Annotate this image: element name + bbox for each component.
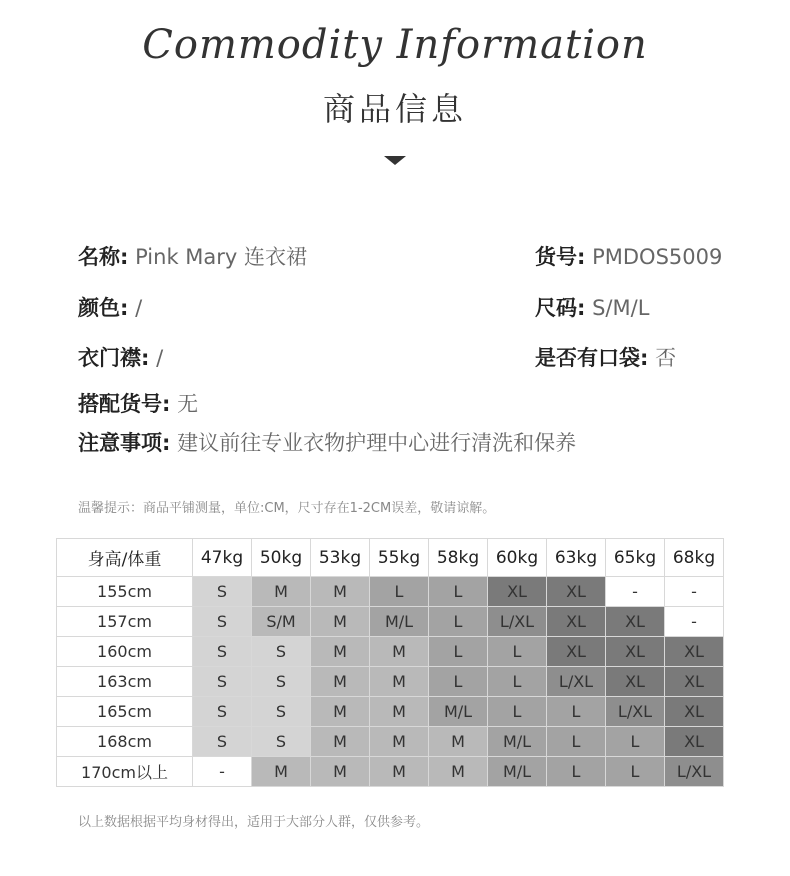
size-cell: L [606, 727, 665, 757]
info-size [535, 292, 649, 322]
height-cell: 165cm [57, 697, 193, 727]
size-cell: M [370, 757, 429, 787]
size-cell: - [665, 607, 724, 637]
table-row [57, 577, 724, 607]
color-label: 颜色: [78, 296, 129, 320]
height-cell: 155cm [57, 577, 193, 607]
info-name [78, 241, 307, 271]
height-cell: 170cm以上 [57, 757, 193, 787]
size-cell: L [488, 697, 547, 727]
pocket-value: 否 [655, 346, 677, 370]
size-cell: M [311, 727, 370, 757]
care-label: 注意事项: [78, 431, 171, 455]
height-cell: 160cm [57, 637, 193, 667]
size-cell: M/L [488, 757, 547, 787]
match-value: 无 [177, 392, 199, 416]
size-cell: L [547, 697, 606, 727]
size-cell: L [606, 757, 665, 787]
table-row [57, 637, 724, 667]
size-cell: M [311, 757, 370, 787]
size-cell: S [252, 637, 311, 667]
size-cell: L/XL [665, 757, 724, 787]
measurement-tip: 温馨提示：商品平铺测量，单位:CM，尺寸存在1-2CM误差，敬请谅解。 [78, 501, 496, 516]
size-cell: XL [665, 667, 724, 697]
size-cell: S [252, 727, 311, 757]
size-cell: XL [606, 637, 665, 667]
size-cell: M/L [429, 697, 488, 727]
weight-header: 50kg [252, 539, 311, 577]
size-cell: L [547, 757, 606, 787]
chevron-down-icon [384, 156, 406, 165]
size-cell: L [429, 577, 488, 607]
table-row [57, 667, 724, 697]
size-cell: - [665, 577, 724, 607]
size-cell: L/XL [488, 607, 547, 637]
size-cell: XL [547, 577, 606, 607]
weight-header: 58kg [429, 539, 488, 577]
weight-header: 65kg [606, 539, 665, 577]
size-cell: M/L [488, 727, 547, 757]
size-cell: XL [665, 637, 724, 667]
size-cell: S [193, 697, 252, 727]
weight-header: 68kg [665, 539, 724, 577]
size-cell: M [429, 727, 488, 757]
size-cell: L [429, 607, 488, 637]
info-care [78, 427, 576, 457]
size-cell: XL [665, 727, 724, 757]
size-cell: L/XL [606, 697, 665, 727]
title-english: Commodity Information [142, 22, 648, 68]
size-cell: M [311, 607, 370, 637]
table-row [57, 607, 724, 637]
size-cell: XL [606, 667, 665, 697]
info-pocket [535, 342, 676, 372]
size-cell: M [370, 667, 429, 697]
placket-value: / [156, 346, 164, 370]
info-match [78, 388, 198, 418]
height-cell: 157cm [57, 607, 193, 637]
name-value: Pink Mary 连衣裙 [135, 245, 308, 269]
size-cell: S [252, 667, 311, 697]
size-cell: XL [547, 637, 606, 667]
size-chart-table [56, 538, 724, 787]
size-cell: M [370, 727, 429, 757]
size-cell: L [429, 637, 488, 667]
height-cell: 168cm [57, 727, 193, 757]
title-chinese: 商品信息 [322, 90, 467, 128]
size-cell: L/XL [547, 667, 606, 697]
size-label: 尺码: [535, 296, 586, 320]
size-value: S/M/L [592, 296, 650, 320]
size-cell: M [311, 637, 370, 667]
size-cell: M [252, 757, 311, 787]
size-cell: XL [665, 697, 724, 727]
info-sku [535, 241, 722, 271]
placket-label: 衣门襟: [78, 346, 150, 370]
size-cell: - [193, 757, 252, 787]
size-cell: S [193, 667, 252, 697]
size-cell: M [311, 667, 370, 697]
weight-header: 53kg [311, 539, 370, 577]
size-cell: S [193, 727, 252, 757]
weight-header: 55kg [370, 539, 429, 577]
info-placket [78, 342, 163, 372]
size-cell: L [370, 577, 429, 607]
table-row [57, 757, 724, 787]
color-value: / [135, 296, 143, 320]
size-cell: M [252, 577, 311, 607]
size-cell: M/L [370, 607, 429, 637]
size-cell: M [311, 697, 370, 727]
size-cell: M [429, 757, 488, 787]
weight-header: 60kg [488, 539, 547, 577]
size-cell: - [606, 577, 665, 607]
care-value: 建议前往专业衣物护理中心进行清洗和保养 [177, 431, 577, 455]
size-cell: XL [547, 607, 606, 637]
info-color [78, 292, 142, 322]
footnote: 以上数据根据平均身材得出，适用于大部分人群，仅供参考。 [78, 815, 430, 830]
size-cell: XL [488, 577, 547, 607]
size-cell: L [429, 667, 488, 697]
size-cell: S [252, 697, 311, 727]
size-cell: M [370, 697, 429, 727]
sku-label: 货号: [535, 245, 586, 269]
size-cell: L [488, 637, 547, 667]
size-cell: XL [606, 607, 665, 637]
size-cell: S [193, 637, 252, 667]
pocket-label: 是否有口袋: [535, 346, 649, 370]
size-cell: S [193, 607, 252, 637]
size-cell: L [547, 727, 606, 757]
table-row [57, 697, 724, 727]
height-cell: 163cm [57, 667, 193, 697]
size-cell: M [370, 637, 429, 667]
size-cell: L [488, 667, 547, 697]
size-cell: M [311, 577, 370, 607]
weight-header: 63kg [547, 539, 606, 577]
weight-header: 47kg [193, 539, 252, 577]
sku-value: PMDOS5009 [592, 245, 723, 269]
match-label: 搭配货号: [78, 392, 171, 416]
table-row [57, 727, 724, 757]
size-chart-header-row [57, 539, 724, 577]
corner-cell: 身高/体重 [57, 539, 193, 577]
size-cell: S/M [252, 607, 311, 637]
name-label: 名称: [78, 245, 129, 269]
size-cell: S [193, 577, 252, 607]
